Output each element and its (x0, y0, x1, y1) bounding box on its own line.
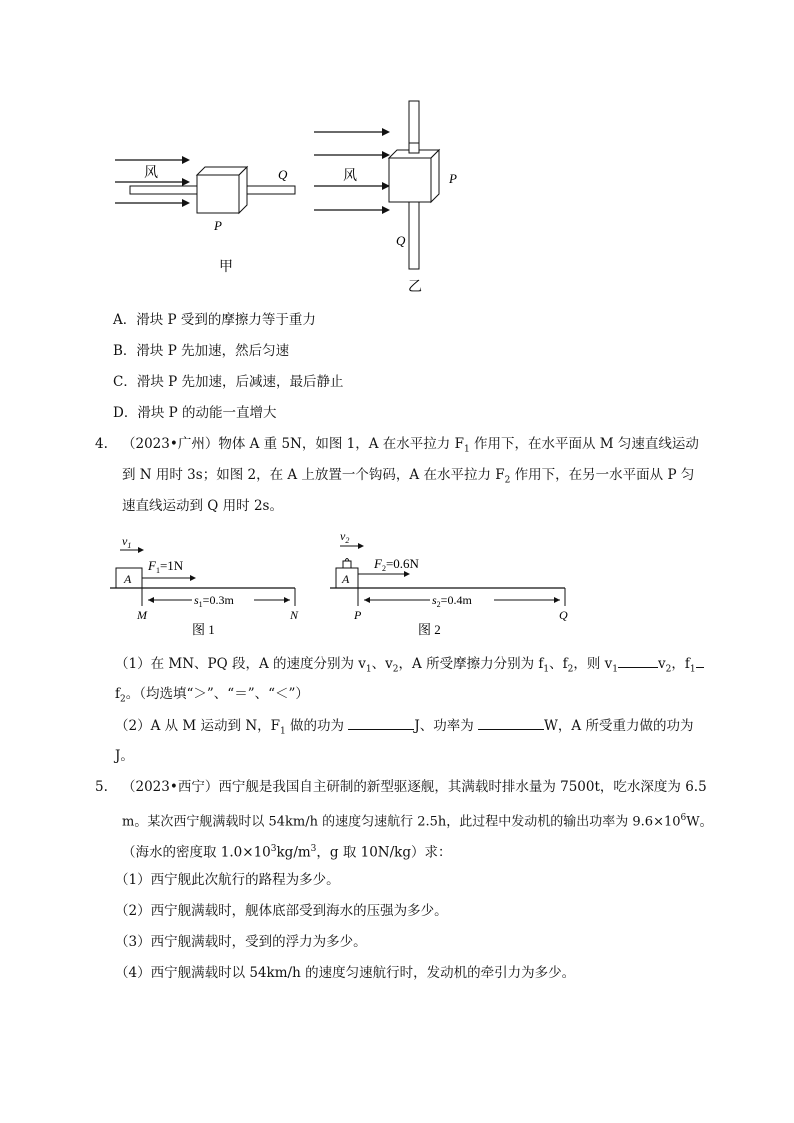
q5-line1: （2023•西宁）西宁舰是我国自主研制的新型驱逐舰，其满载时排水量为 7500t，吃水深度为 6.5 (122, 779, 707, 795)
q5-item-4: （4）西宁舰满载时以 54km/h 的速度匀速航行时，发动机的牵引力为多少。 (115, 965, 576, 981)
svg-text:v2: $v_2$ (340, 529, 350, 545)
q4-sub1-line2: $f_2$。（均选填“＞”、“＝”、“＜”） (115, 686, 309, 705)
q5-line2: m。某次西宁舰满载时以 54km/h 的速度匀速航行 2.5h，此过程中发动机的输出功率为 $9.6\times 10^6W$。 (122, 813, 713, 830)
fig2-block: A (342, 572, 350, 586)
fig1-n: N (290, 608, 299, 622)
q4-number: 4. (95, 436, 108, 452)
q5-item-2: （2）西宁舰满载时，舰体底部受到海水的压强为多少。 (115, 903, 448, 919)
answer-blank-power[interactable] (478, 715, 544, 730)
q4-line2: 到 N 用时 3s；如图 2，在 A 上放置一个钩码，A 在水平拉力 $F_2$ 作用下，在另一水平面从 P 匀 (122, 467, 695, 486)
answer-blank-work[interactable] (348, 715, 414, 730)
q5-line3: （海水的密度取 $1.0\times 10^3kg/m^3$，g 取 10N/kg）求： (122, 844, 452, 861)
answer-blank-f[interactable] (696, 653, 704, 668)
answer-blank-v[interactable] (618, 653, 658, 668)
svg-text:s2=0.4m: $s_2=0.4m$ (432, 593, 472, 609)
q4-sub2-line2: J。 (115, 748, 134, 764)
svg-text:F1=1N: $F_1=1N$ (148, 558, 184, 575)
figure-2 (330, 528, 580, 642)
q5-item-1: （1）西宁舰此次航行的路程为多少。 (115, 872, 340, 888)
q4-sub2-line1: （2）A 从 M 运动到 N，$F_1$ 做的功为 J、功率为 W，A 所受重力做的功为 (115, 715, 693, 742)
q4-sub1-line1: （1）在 MN、PQ 段，A 的速度分别为 $v_1$、$v_2$，A 所受摩擦力分别为 $f_1$、$f_2$，则 $v_1$ $v_2$，$f_1$ (115, 653, 704, 680)
label-p-right: P (449, 171, 457, 186)
label-q-left: Q (278, 167, 288, 182)
label-p-left: P (214, 218, 222, 233)
option-a: A．滑块 P 受到的摩擦力等于重力 (113, 312, 316, 328)
fig2-caption: 图 2 (418, 622, 441, 637)
figure-1 (110, 530, 320, 642)
option-c: C．滑块 P 先加速，后减速，最后静止 (113, 374, 344, 390)
caption-jia: 甲 (219, 260, 233, 275)
wind-label-left: 风 (144, 166, 158, 181)
caption-yi: 乙 (408, 280, 422, 295)
q4-line1: （2023•广州）物体 A 重 5N，如图 1，A 在水平拉力 $F_1$ 作用下，在水平面从 M 匀速直线运动 (122, 436, 699, 455)
figure-yi (314, 101, 457, 295)
fig2-p: P (354, 608, 362, 622)
svg-text:s1=0.3m: $s_1=0.3m$ (194, 593, 234, 609)
fig2-q: Q (559, 608, 568, 622)
figure-jia (115, 156, 295, 275)
svg-text:F2=0.6N: $F_2=0.6N$ (374, 556, 419, 573)
fig1-caption: 图 1 (192, 622, 215, 637)
option-d: D．滑块 P 的动能一直增大 (113, 405, 277, 421)
fig1-block: A (124, 572, 132, 586)
svg-text:v1: $v_1$ (122, 534, 132, 550)
q4-line3: 速直线运动到 Q 用时 2s。 (122, 498, 283, 514)
fig1-m: M (137, 608, 147, 622)
wind-label-right: 风 (343, 169, 357, 184)
label-q-right: Q (396, 233, 406, 248)
q5-number: 5. (95, 779, 108, 795)
figure-wind-slider (100, 95, 480, 300)
option-b: B．滑块 P 先加速，然后匀速 (113, 343, 290, 359)
q5-item-3: （3）西宁舰满载时，受到的浮力为多少。 (115, 934, 367, 950)
